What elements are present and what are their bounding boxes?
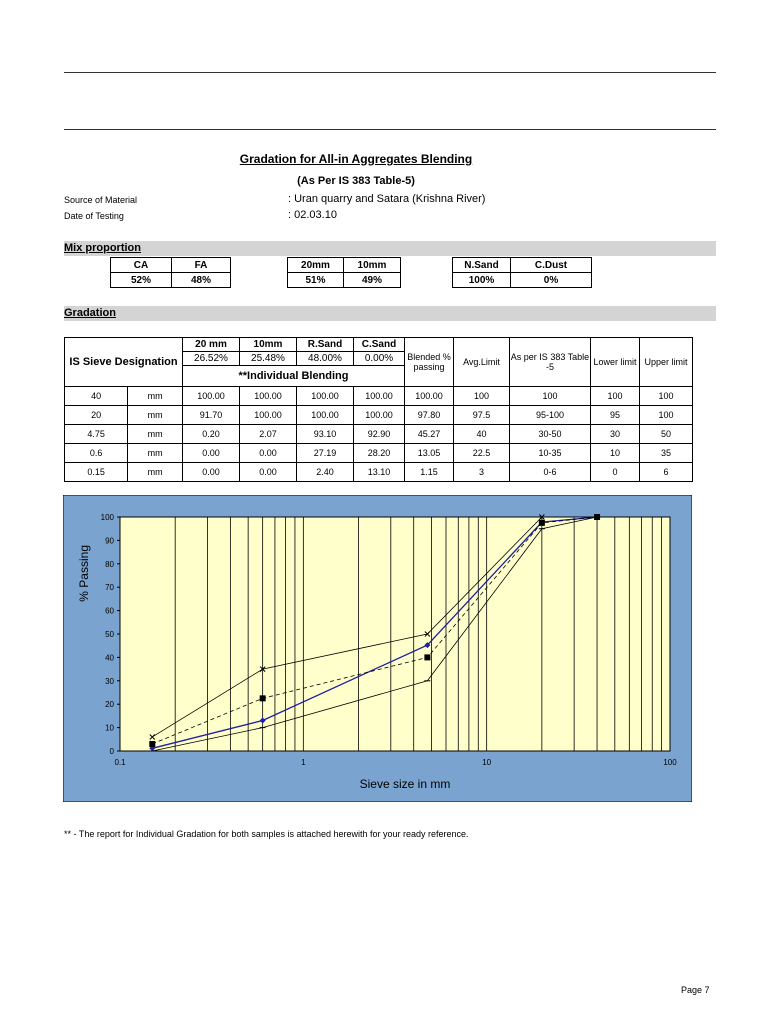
cell-lower: 95 bbox=[591, 406, 640, 425]
cell-unit: mm bbox=[128, 425, 183, 444]
cell-isref: 95-100 bbox=[510, 406, 591, 425]
y-tick-label: 100 bbox=[100, 513, 114, 522]
y-tick-label: 80 bbox=[105, 559, 114, 569]
y-tick-label: 50 bbox=[105, 630, 114, 639]
cell-m4: 13.10 bbox=[354, 463, 405, 482]
mix-proportion-band bbox=[64, 241, 716, 256]
meta-source-value: : Uran quarry and Satara (Krishna River) bbox=[288, 193, 486, 205]
sieve-header: IS Sieve Designation bbox=[65, 338, 183, 387]
top-rule bbox=[64, 72, 716, 73]
individual-blending-label: **Individual Blending bbox=[183, 366, 405, 387]
cell-m2: 100.00 bbox=[240, 406, 297, 425]
cell-isref: 100 bbox=[510, 387, 591, 406]
y-tick-label: 60 bbox=[105, 606, 114, 616]
material-header-20mm: 20 mm bbox=[183, 338, 240, 352]
upper-limit-header: Upper limit bbox=[640, 338, 693, 387]
cell-m2: 0.00 bbox=[240, 463, 297, 482]
cell-avg: 3 bbox=[454, 463, 510, 482]
x-tick-label: 1 bbox=[301, 758, 306, 767]
cell-m3: 100.00 bbox=[297, 406, 354, 425]
cell-blend: 45.27 bbox=[405, 425, 454, 444]
gradation-band bbox=[64, 306, 716, 321]
gradation-table bbox=[64, 337, 693, 482]
cell-m3: 93.10 bbox=[297, 425, 354, 444]
second-rule bbox=[64, 129, 716, 130]
cell-sieve: 20 bbox=[65, 406, 128, 425]
mix-header-ca: CA bbox=[111, 258, 172, 273]
blended-header: Blended % passing bbox=[405, 338, 454, 387]
gradation-row bbox=[65, 406, 693, 425]
y-tick-label: 40 bbox=[105, 653, 114, 663]
y-tick-label: 0 bbox=[109, 747, 114, 756]
cell-avg: 40 bbox=[454, 425, 510, 444]
cell-m1: 0.00 bbox=[183, 463, 240, 482]
cell-blend: 97.80 bbox=[405, 406, 454, 425]
cell-m2: 0.00 bbox=[240, 444, 297, 463]
mix-value-20mm: 51% bbox=[288, 273, 344, 288]
cell-m4: 100.00 bbox=[354, 387, 405, 406]
cell-avg: 22.5 bbox=[454, 444, 510, 463]
material-pct-10mm: 25.48% bbox=[240, 352, 297, 366]
avg-limit-header: Avg.Limit bbox=[454, 338, 510, 387]
material-header-csand: C.Sand bbox=[354, 338, 405, 352]
mix-header-20mm: 20mm bbox=[288, 258, 344, 273]
cell-m1: 0.00 bbox=[183, 444, 240, 463]
cell-sieve: 40 bbox=[65, 387, 128, 406]
cell-unit: mm bbox=[128, 387, 183, 406]
cell-upper: 50 bbox=[640, 425, 693, 444]
mix-table-ca-fa bbox=[110, 257, 231, 288]
cell-avg: 100 bbox=[454, 387, 510, 406]
cell-blend: 1.15 bbox=[405, 463, 454, 482]
x-tick-label: 10 bbox=[482, 758, 492, 767]
mix-proportion-heading: Mix proportion bbox=[64, 242, 141, 254]
report-subtitle: (As Per IS 383 Table-5) bbox=[297, 175, 415, 187]
point-avg bbox=[539, 520, 545, 526]
gradation-chart bbox=[63, 495, 692, 802]
cell-lower: 10 bbox=[591, 444, 640, 463]
mix-value-10mm: 49% bbox=[344, 273, 401, 288]
mix-table-sand-dust bbox=[452, 257, 592, 288]
y-tick-label: 20 bbox=[105, 700, 114, 710]
cell-m3: 100.00 bbox=[297, 387, 354, 406]
x-tick-label: 0.1 bbox=[114, 758, 126, 767]
material-pct-20mm: 26.52% bbox=[183, 352, 240, 366]
material-header-rsand: R.Sand bbox=[297, 338, 354, 352]
mix-value-nsand: 100% bbox=[453, 273, 511, 288]
cell-m2: 100.00 bbox=[240, 387, 297, 406]
cell-lower: 100 bbox=[591, 387, 640, 406]
cell-lower: 30 bbox=[591, 425, 640, 444]
cell-unit: mm bbox=[128, 406, 183, 425]
y-axis-label: % Passing bbox=[77, 545, 91, 602]
cell-blend: 100.00 bbox=[405, 387, 454, 406]
is383-header: As per IS 383 Table -5 bbox=[510, 338, 591, 387]
point-avg bbox=[424, 654, 430, 660]
cell-isref: 0-6 bbox=[510, 463, 591, 482]
mix-header-nsand: N.Sand bbox=[453, 258, 511, 273]
cell-m3: 27.19 bbox=[297, 444, 354, 463]
cell-m4: 100.00 bbox=[354, 406, 405, 425]
material-header-10mm: 10mm bbox=[240, 338, 297, 352]
mix-table-20-10 bbox=[287, 257, 401, 288]
cell-sieve: 0.15 bbox=[65, 463, 128, 482]
y-tick-label: 90 bbox=[105, 536, 114, 546]
material-pct-rsand: 48.00% bbox=[297, 352, 354, 366]
x-axis-label: Sieve size in mm bbox=[359, 777, 451, 791]
cell-m1: 91.70 bbox=[183, 406, 240, 425]
cell-isref: 10-35 bbox=[510, 444, 591, 463]
report-title: Gradation for All-in Aggregates Blending bbox=[239, 152, 473, 166]
cell-upper: 35 bbox=[640, 444, 693, 463]
cell-lower: 0 bbox=[591, 463, 640, 482]
footnote: ** - The report for Individual Gradation for both samples is attached herewith for your ready reference. bbox=[64, 829, 469, 839]
mix-header-10mm: 10mm bbox=[344, 258, 401, 273]
y-tick-label: 30 bbox=[105, 676, 114, 686]
x-tick-label: 100 bbox=[663, 758, 677, 767]
mix-value-fa: 48% bbox=[172, 273, 231, 288]
cell-upper: 6 bbox=[640, 463, 693, 482]
lower-limit-header: Lower limit bbox=[591, 338, 640, 387]
cell-sieve: 0.6 bbox=[65, 444, 128, 463]
plot-area bbox=[120, 517, 670, 751]
mix-header-cdust: C.Dust bbox=[511, 258, 592, 273]
cell-upper: 100 bbox=[640, 387, 693, 406]
page-number: Page 7 bbox=[681, 985, 710, 995]
gradation-row bbox=[65, 463, 693, 482]
cell-avg: 97.5 bbox=[454, 406, 510, 425]
cell-m2: 2.07 bbox=[240, 425, 297, 444]
point-avg bbox=[260, 695, 266, 701]
cell-blend: 13.05 bbox=[405, 444, 454, 463]
cell-m4: 92.90 bbox=[354, 425, 405, 444]
y-tick-label: 10 bbox=[105, 723, 114, 733]
meta-source-label: Source of Material bbox=[64, 195, 138, 205]
cell-upper: 100 bbox=[640, 406, 693, 425]
cell-m1: 0.20 bbox=[183, 425, 240, 444]
mix-value-ca: 52% bbox=[111, 273, 172, 288]
y-tick-label: 70 bbox=[105, 583, 114, 593]
meta-date-label: Date of Testing bbox=[64, 211, 124, 221]
material-pct-csand: 0.00% bbox=[354, 352, 405, 366]
cell-sieve: 4.75 bbox=[65, 425, 128, 444]
mix-header-fa: FA bbox=[172, 258, 231, 273]
gradation-rows bbox=[65, 387, 693, 482]
gradation-row bbox=[65, 444, 693, 463]
cell-m3: 2.40 bbox=[297, 463, 354, 482]
meta-date-value: : 02.03.10 bbox=[288, 209, 337, 221]
gradation-row bbox=[65, 387, 693, 406]
gradation-row bbox=[65, 425, 693, 444]
cell-unit: mm bbox=[128, 444, 183, 463]
mix-value-cdust: 0% bbox=[511, 273, 592, 288]
cell-isref: 30-50 bbox=[510, 425, 591, 444]
cell-m4: 28.20 bbox=[354, 444, 405, 463]
cell-unit: mm bbox=[128, 463, 183, 482]
point-avg bbox=[149, 741, 155, 747]
gradation-heading: Gradation bbox=[64, 307, 116, 319]
cell-m1: 100.00 bbox=[183, 387, 240, 406]
